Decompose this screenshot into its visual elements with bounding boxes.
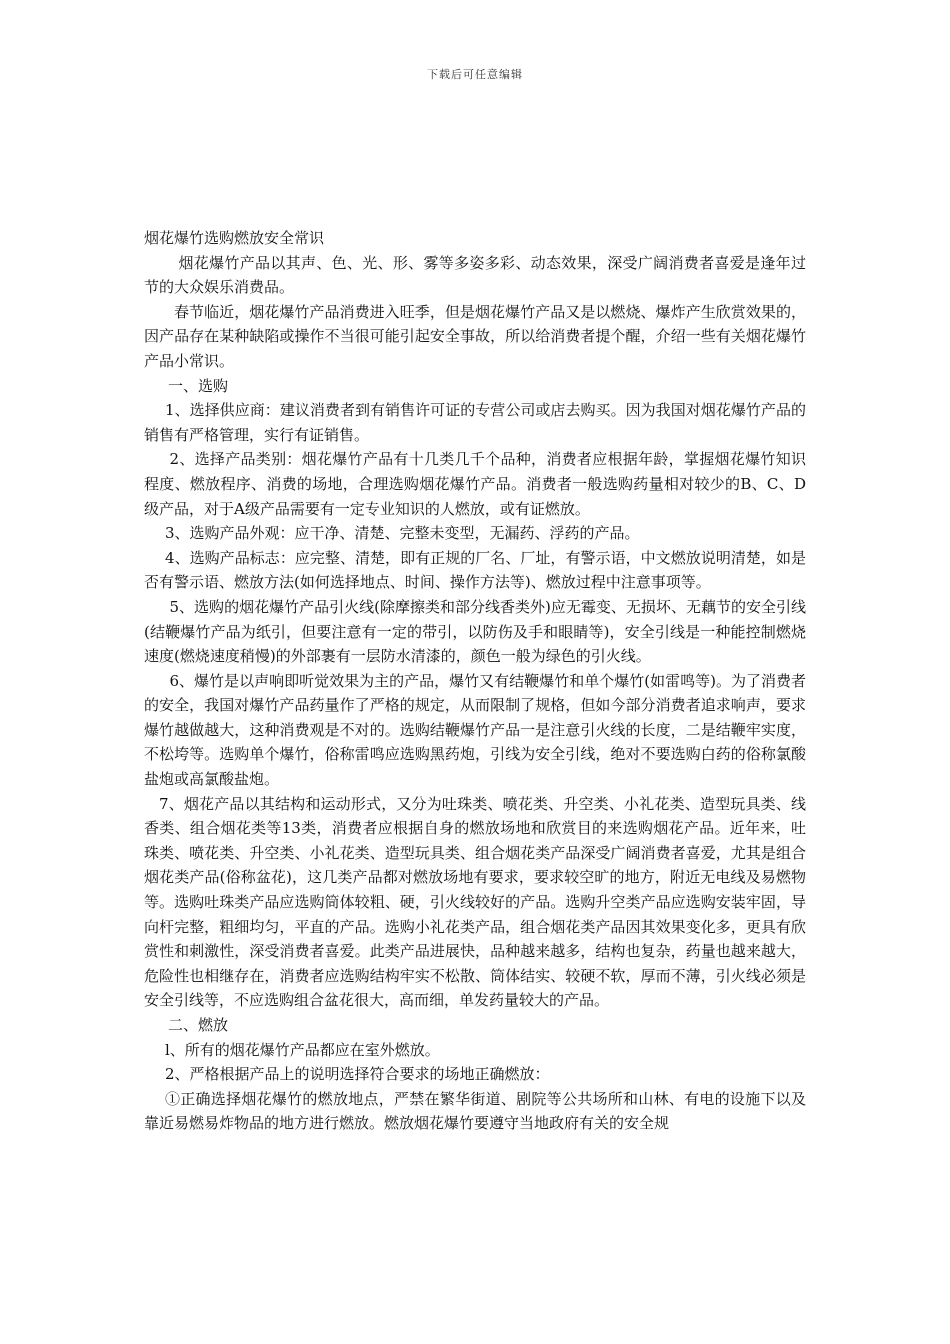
document-title: 烟花爆竹选购燃放安全常识 <box>144 229 325 247</box>
purchase-item-4: 4、选购产品标志：应完整、清楚，即有正规的厂名、厂址，有警示语，中文燃放说明清楚，如是否有警示语、燃放方法(如何选择地点、时间、操作方法等)、燃放过程中注意事项等。 <box>144 548 806 592</box>
purchase-item-1: 1、选择供应商：建议消费者到有销售许可证的专营公司或店去购买。因为我国对烟花爆竹产品的销售有严格管理，实行有证销售。 <box>144 401 806 444</box>
document-body <box>144 226 806 1136</box>
purchase-item-7: 7、烟花产品以其结构和运动形式，又分为吐珠类、喷花类、升空类、小礼花类、造型玩具类、线香类、组合烟花类等13类，消费者应根据自身的燃放场地和欣赏目的来选购烟花产品。近年来，吐珠类、喷花类、升空类、小礼花类、造型玩具类、组合烟花类产品深受广阔消费者喜爱，尤其是组合烟花类产品(俗称盆花)，这几类产品都对燃放场地有要求，要求较空旷的地方，附近无电线及易燃物等。选购吐珠类产品应选购筒体较粗、硬，引火线较好的产品。选购升空类产品应选购安装牢固，导向杆完整，粗细均匀，平直的产品。选购小礼花类产品，组合烟花类产品因其效果变化多，更具有欣赏性和刺激性，深受消费者喜爱。此类产品进展快，品种越来越多，结构也复杂，药量也越来越大，危险性也相继存在，消费者应选购结构牢实不松散、筒体结实、较硬不软，厚而不薄，引火线必须是安全引线等，不应选购组合盆花很大，高而细，单发药量较大的产品。 <box>144 794 806 1010</box>
purchase-item-6: 6、爆竹是以声响即听觉效果为主的产品，爆竹又有结鞭爆竹和单个爆竹(如雷鸣等)。为了消费者的安全，我国对爆竹产品药量作了严格的规定，从而限制了规格，但如今部分消费者追求响声，要求爆竹越做越大，这种消费观是不对的。选购结鞭爆竹产品一是注意引火线的长度，二是结鞭牢实度，不松垮等。选购单个爆竹，俗称雷鸣应选购黑药炮，引线为安全引线，绝对不要选购白药的俗称氯酸盐炮或高氯酸盐炮。 <box>144 671 806 789</box>
ignition-item-3: ①正确选择烟花爆竹的燃放地点，严禁在繁华街道、剧院等公共场所和山林、有电的设施下以及靠近易燃易炸物品的地方进行燃放。燃放烟花爆竹要遵守当地政府有关的安全规 <box>144 1089 806 1133</box>
purchase-item-2: 2、选择产品类别：烟花爆竹产品有十几类几千个品种，消费者应根据年龄，掌握烟花爆竹知识程度、燃放程序、消费的场地，合理选购烟花爆竹产品。消费者一般选购药量相对较少的B、C、D级产品，对于A级产品需要有一定专业知识的人燃放，或有证燃放。 <box>144 450 806 518</box>
section-heading-ignition: 二、燃放 <box>168 1016 229 1034</box>
purchase-item-3: 3、选购产品外观：应干净、清楚、完整未变型，无漏药、浮药的产品。 <box>165 524 640 543</box>
ignition-item-1: l、所有的烟花爆竹产品都应在室外燃放。 <box>165 1040 440 1059</box>
purchase-item-5: 5、选购的烟花爆竹产品引火线(除摩擦类和部分线香类外)应无霉变、无损坏、无藕节的安全引线(结鞭爆竹产品为纸引，但要注意有一定的带引，以防伤及手和眼睛等)，安全引线是一种能控制燃烧速度(燃烧速度稍慢)的外部裹有一层防水清漆的，颜色一般为绿色的引火线。 <box>144 597 806 666</box>
section-heading-purchase: 一、选购 <box>168 376 229 395</box>
intro-paragraph-2: 春节临近，烟花爆竹产品消费进入旺季，但是烟花爆竹产品又是以燃烧、爆炸产生欣赏效果的，因产品存在某种缺陷或操作不当很可能引起安全事故，所以给消费者提个醒，介绍一些有关烟花爆竹产品小常识。 <box>144 302 806 370</box>
ignition-item-2: 2、严格根据产品上的说明选择符合要求的场地正确燃放： <box>165 1065 550 1084</box>
intro-paragraph-1: 烟花爆竹产品以其声、色、光、形、雾等多姿多彩、动态效果，深受广阔消费者喜爱是逢年过节的大众娱乐消费品。 <box>144 253 806 297</box>
header-note: 下载后可任意编辑 <box>427 68 523 81</box>
